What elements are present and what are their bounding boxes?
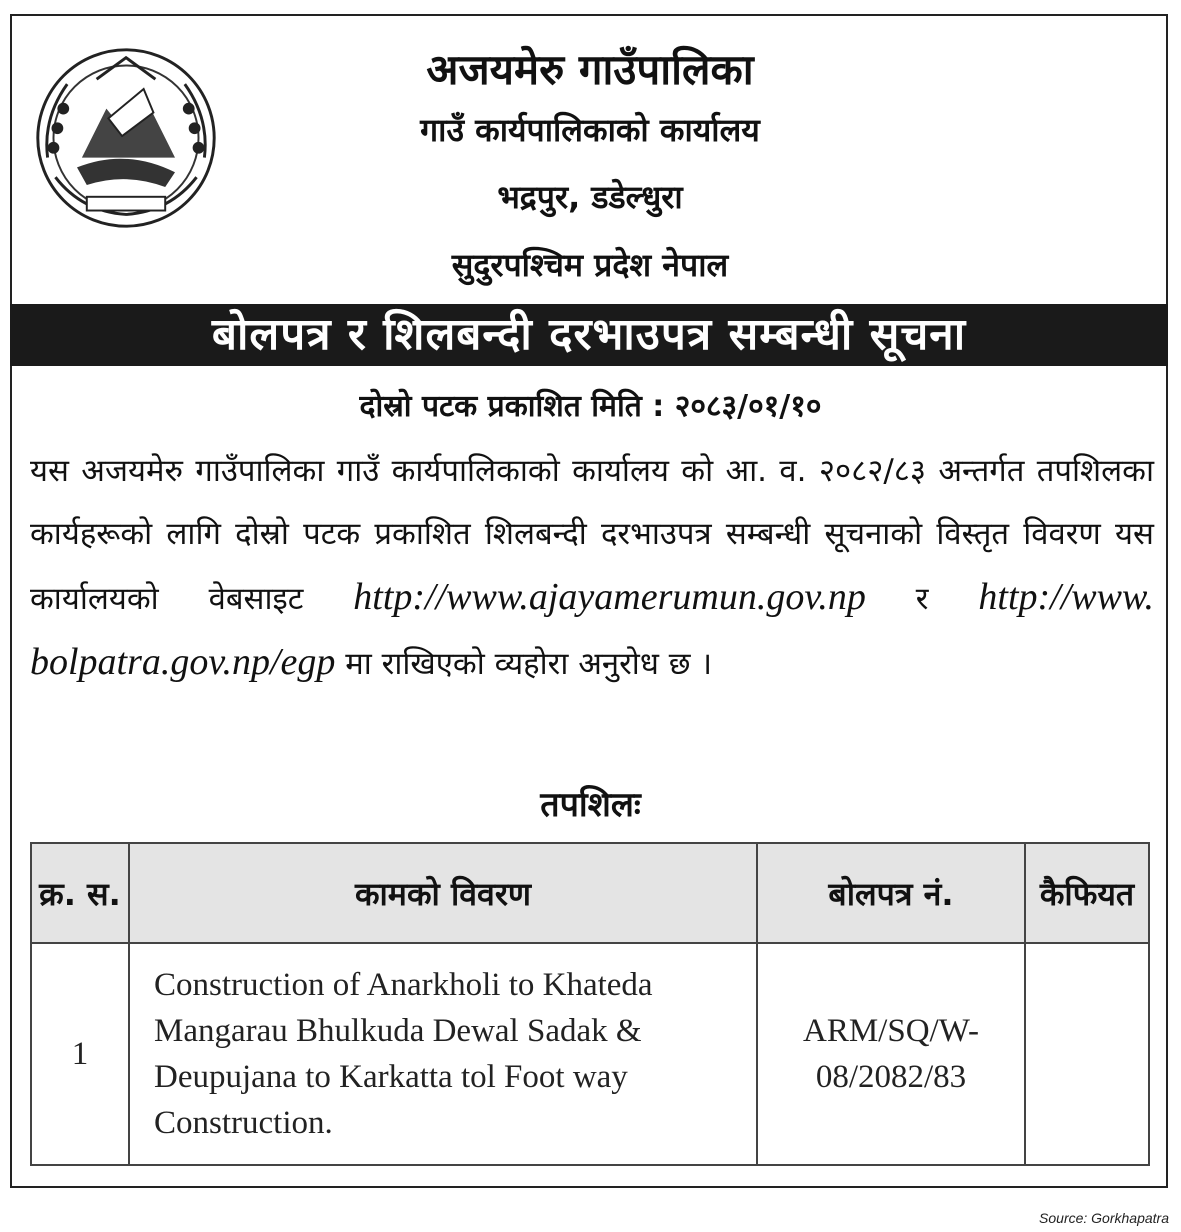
header-serial-number: क्र. स. [31,843,129,943]
header-work-description: कामको विवरण [129,843,757,943]
schedule-heading: तपशिलः [540,785,641,825]
table-row [31,943,1149,1165]
header-bid-number: बोलपत्र नं. [757,843,1025,943]
province-country: सुदुरपश्चिम प्रदेश नेपाल [451,246,729,284]
municipality-website-link[interactable]: http://www.ajayamerumun.gov.np [353,576,866,618]
office-location: भद्रपुर, डडेल्धुरा [497,178,683,216]
body-text-closing: मा राखिएको व्यहोरा अनुरोध छ । [345,646,713,682]
cell-work-description: Construction of Anarkholi to Khateda Mangarau Bhulkuda Dewal Sadak & Deupujana to Karkatta tol Foot way Construction. [129,943,757,1165]
table-header-row [31,843,1149,943]
header-remarks: कैफियत [1025,843,1149,943]
nepal-government-emblem-icon [28,40,224,236]
cell-serial-number: 1 [31,943,129,1165]
body-text-intro: यस अजयमेरु गाउँपालिका गाउँ कार्यपालिकाको कार्यालय को आ. व. २०८२/८३ अन्तर्गत तपशिलका कार्यहरूको लागि दोस्रो पटक प्रकाशित शिलबन्दी दरभाउपत्र सम्बन्धी सूचनाको विस्तृत विवरण यस कार्यालयको वेबसाइट [30,453,1154,617]
source-credit: Source: Gorkhapatra [1039,1210,1169,1226]
publish-date-line: दोस्रो पटक प्रकाशित मिति : २०८३/०१/१० [359,389,822,424]
bolpatra-website-link[interactable]: http://www. bolpatra.gov.np/egp [30,576,1154,683]
office-name: गाउँ कार्यपालिकाको कार्यालय [420,111,760,149]
municipality-name: अजयमेरु गाउँपालिका [426,45,754,94]
cell-bid-number: ARM/SQ/W-08/2082/83 [757,943,1025,1165]
body-conjunction: र [915,581,929,617]
schedule-table [30,842,1150,1166]
cell-remarks [1025,943,1149,1165]
notice-title-banner: बोलपत्र र शिलबन्दी दरभाउपत्र सम्बन्धी सूचना [10,304,1168,366]
notice-body [30,440,1154,696]
